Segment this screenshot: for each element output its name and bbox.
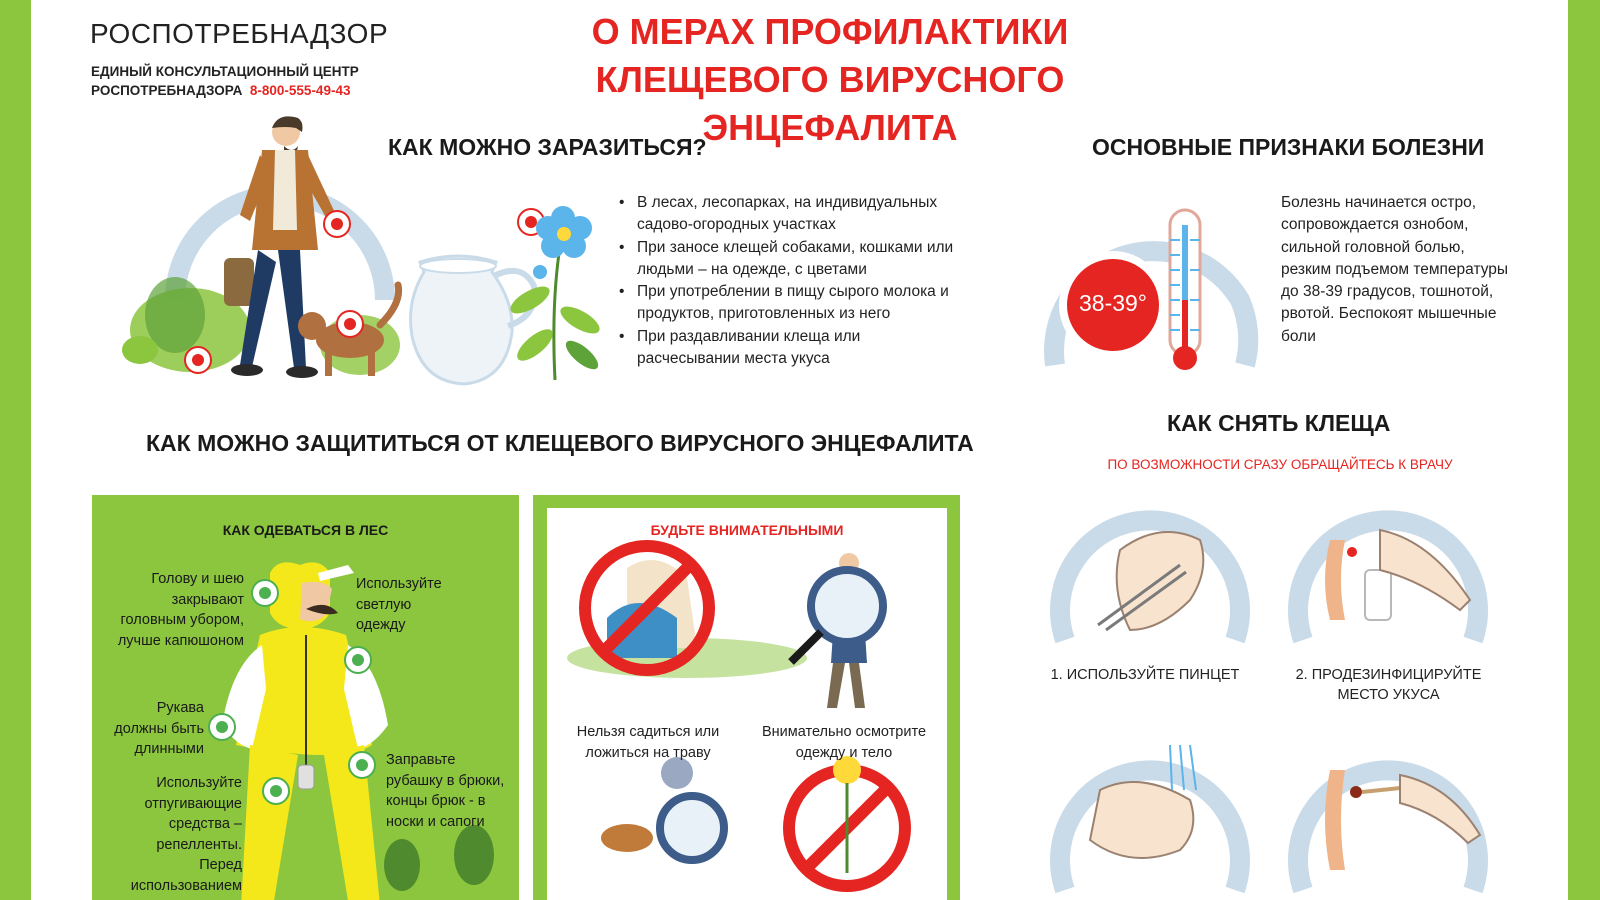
clothing-note-head: Голову и шею закрывают головным убором, лучше капюшоном: [117, 571, 244, 649]
list-item: • При раздавливании клеща или расчесывании места укуса: [615, 326, 955, 371]
temperature-label: 38-39°: [1078, 290, 1148, 316]
hotline-phone[interactable]: 8-800-555-49-43: [249, 83, 351, 98]
warning-caption-inspect: Внимательно осмотрите одежду и тело: [761, 724, 927, 761]
brand-name: РОСПОТРЕБНАДЗОР: [90, 18, 389, 49]
attention-illustrations: [547, 508, 947, 900]
symptoms-text: Болезнь начинается остро, сопровождается ознобом, сильной головной болью, резким подъемом температуры до 38-39 градусов, тошнотой, рвотой. Беспокоят мышечные боли: [1281, 194, 1509, 345]
page-title-line2: КЛЕЩЕВОГО ВИРУСНОГО ЭНЦЕФАЛИТА: [595, 59, 1065, 148]
warning-caption-grass: Нельзя садиться или ложиться на траву: [576, 724, 720, 761]
brand-subtitle-org: РОСПОТРЕБНАДЗОРА: [91, 83, 243, 98]
clothing-heading: КАК ОДЕВАТЬСЯ В ЛЕС: [222, 522, 389, 538]
removal-heading: КАК СНЯТЬ КЛЕЩА: [1167, 410, 1391, 436]
clothing-note-sleeves: Рукава должны быть длинными: [114, 700, 204, 757]
list-item: • При заносе клещей собаками, кошками или людьми – на одежде, с цветами: [615, 237, 955, 282]
clothing-note-repellent: Используйте отпугивающие средства – репелленты. Перед использованием: [130, 775, 242, 894]
infection-heading: КАК МОЖНО ЗАРАЗИТЬСЯ?: [388, 134, 707, 160]
brand-subtitle-line1: ЕДИНЫЙ КОНСУЛЬТАЦИОННЫЙ ЦЕНТР: [91, 64, 359, 79]
protection-heading: КАК МОЖНО ЗАЩИТИТЬСЯ ОТ КЛЕЩЕВОГО ВИРУСНОГО ЭНЦЕФАЛИТА: [146, 430, 974, 456]
attention-heading: БУДЬТЕ ВНИМАТЕЛЬНЫМИ: [650, 522, 844, 538]
list-item: • В лесах, лесопарках, на индивидуальных садово-огородных участках: [615, 192, 955, 237]
page-title-line1: О МЕРАХ ПРОФИЛАКТИКИ: [591, 11, 1069, 52]
removal-subtitle: ПО ВОЗМОЖНОСТИ СРАЗУ ОБРАЩАЙТЕСЬ К ВРАЧУ: [1107, 457, 1453, 472]
step-label-disinfect: 2. ПРОДЕЗИНФИЦИРУЙТЕ МЕСТО УКУСА: [1295, 667, 1482, 703]
clothing-note-tuck-in: Заправьте рубашку в брюки, концы брюк - в носки и сапоги: [386, 752, 505, 830]
symptoms-heading: ОСНОВНЫЕ ПРИЗНАКИ БОЛЕЗНИ: [1092, 134, 1485, 160]
attention-panel: [547, 508, 947, 900]
clothing-note-light-clothes: Используйте светлую одежду: [356, 576, 442, 633]
list-item: • При употреблении в пищу сырого молока и продуктов, приготовленных из него: [615, 281, 955, 326]
step-label-tweezers: 1. ИСПОЛЬЗУЙТЕ ПИНЦЕТ: [1050, 667, 1240, 683]
